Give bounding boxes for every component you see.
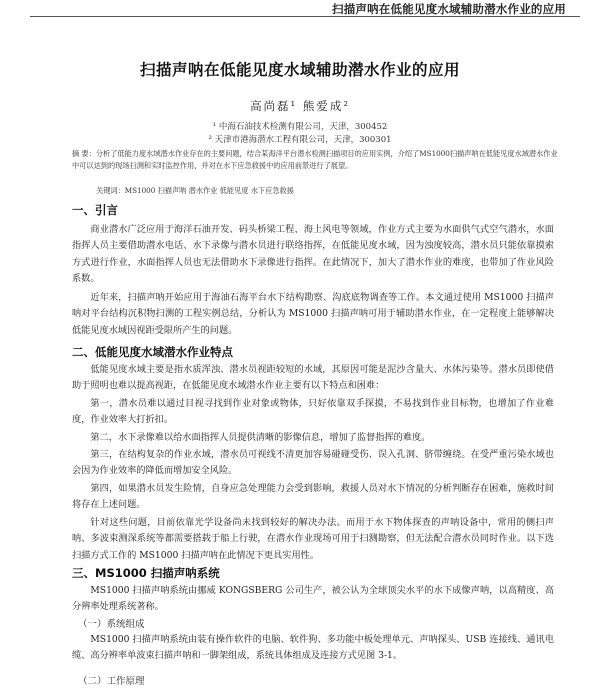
authors: 高尚磊¹ 熊爱成² [250, 99, 350, 113]
paragraph: MS1000 扫描声呐系统由挪威 KONGSBERG 公司生产，被公认为全球顶尖水平的水下成像声呐，以高精度、高分辨率处理系统著称。 [72, 585, 554, 613]
paragraph: 第四，如果潜水员发生险情，自身应急处理能力会受到影响，救援人员对水下情况的分析判断存在困难，施救时间将存在上述问题。 [72, 483, 554, 511]
paragraph: 第二，水下录像难以给水面指挥人员提供清晰的影像信息，增加了监督指挥的难度。 [90, 432, 431, 443]
paragraph: MS1000 扫描声呐系统由装有操作软件的电脑、软件狗、多功能中板处理单元、声呐探头、USB 连接线、通讯电缆、高分辨率单波束扫描声呐和一脚架组成，系统具体组成及连接方式见图 3-1。 [72, 634, 554, 662]
paper-title: 扫描声呐在低能见度水域辅助潜水作业的应用 [139, 61, 460, 79]
paragraph: 第一，潜水员难以通过目视寻找到作业对象或物体，只好依靠双手探摸，不易找到作业目标物，也增加了作业难度，作业效率大打折扣。 [72, 398, 554, 426]
section-heading-characteristics: 二、低能见度水域潜水作业特点 [72, 345, 233, 359]
running-head: 扫描声呐在低能见度水域辅助潜水作业的应用 [332, 2, 566, 16]
affiliation-1: ¹ 中海石油技术检测有限公司，天津，300452 [212, 122, 388, 132]
paragraph: 商业潜水广泛应用于海洋石油开发、码头桥梁工程、海上风电等领域，作业方式主要为水面供气式空气潜水，水面指挥人员主要借助潜水电话、水下录像与潜水员进行联络指挥，在低能见度水域，因为浊度较高，潜水员只能依靠摸索方式进行作业，水面指挥人员也无法借助水下录像进行指挥。在此情况下，加大了潜水作业的难度，也带加了作业风险系数。 [72, 224, 554, 284]
paragraph: 低能见度水域主要是指水质浑浊、潜水员视距较短的水域，其原因可能是泥沙含量大、水体污染等。潜水员即使借助于照明也难以提高视距，在低能见度水域潜水作业主要有以下特点和困难： [72, 364, 554, 392]
paragraph: 针对这些问题，目前依靠光学设备尚未找到较好的解决办法。而用于水下物体探查的声呐设备中，常用的侧扫声呐、多波束测深系统等都需要搭载于船上行驶，在潜水作业现场可用于扫测勘察，但无法配合潜水员同时作业。以下选扫描方式工作的 MS1000 扫描声呐在此情况下更具实用性。 [72, 517, 554, 561]
subsection-heading-working-principle: （二）工作原理 [78, 676, 145, 687]
paragraph: 第三，在结构复杂的作业水域，潜水员可视线不清更加容易碰碰受伤、误入孔洞、脐带缠绕。在受严重污染水域也会因为作业效率的降低而增加安全风险。 [72, 449, 554, 477]
paragraph: 近年来，扫描声呐开始应用于海油石海平台水下结构勘察、沟底底物调查等工作。本文通过使用 MS1000 扫描声呐对平台结构沉积物扫测的工程实例总结，分析认为 MS1000 扫描声呐可用于辅助潜水作业，在一定程度上能够解决低能见度水域因视距受限所产生的问题。 [72, 292, 554, 336]
section-heading-ms1000: 三、MS1000 扫描声呐系统 [72, 566, 220, 580]
affiliation-2: ² 天津市港海潜水工程有限公司，天津，300301 [208, 135, 392, 145]
abstract: 摘 要：分析了低能力度水域潜水作业存在的主要问题，结合某海洋平台潜水检测扫描项目的应用实例，介绍了MS1000扫描声呐在低能见度水域潜水作业中可以达到的现场扫测和实时监控作用，并对在水下应急救援中的应用前景进行了展望。 [72, 149, 558, 170]
section-heading-introduction: 一、引言 [72, 203, 118, 217]
subsection-heading-system-composition: （一）系统组成 [78, 619, 145, 630]
keywords: 关键词：MS1000 扫描声呐 潜水作业 低能见度 水下应急救援 [96, 186, 294, 195]
header-rule [30, 16, 580, 17]
